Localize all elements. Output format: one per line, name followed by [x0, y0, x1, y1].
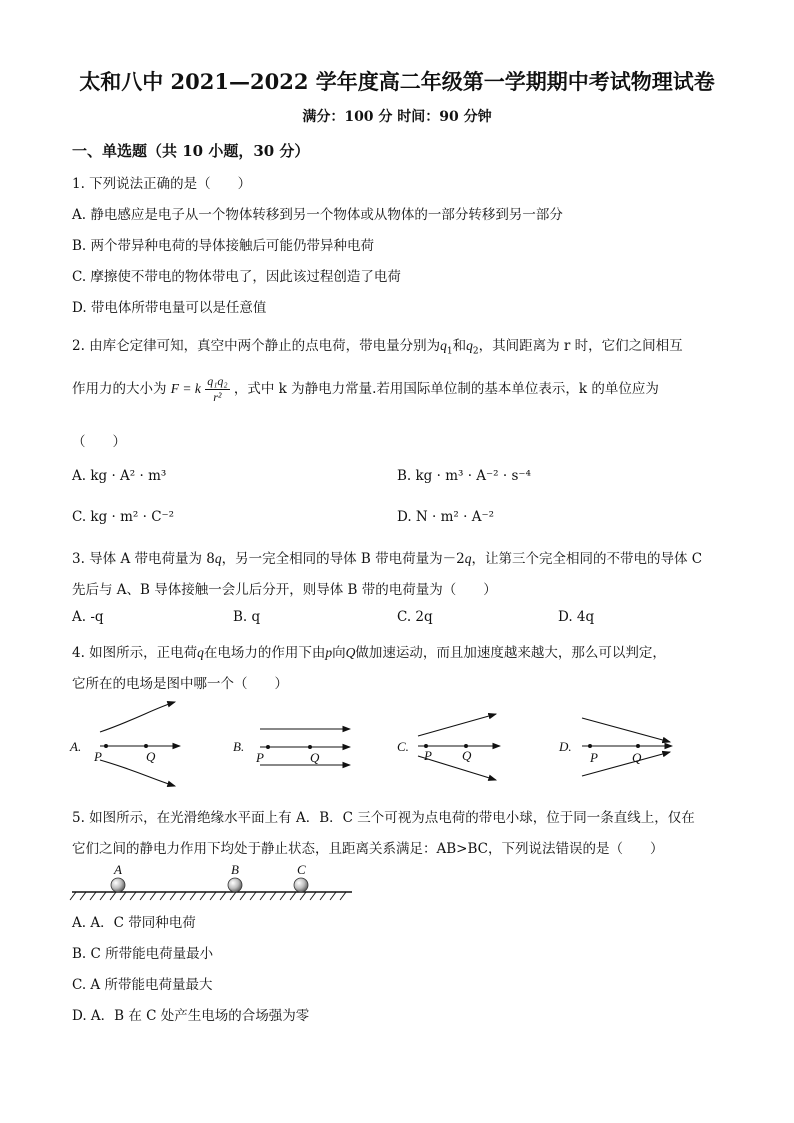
q4-Q-symbol: Q — [345, 645, 356, 660]
q4-p-symbol: p — [325, 645, 333, 660]
q5-line1: 5. 如图所示，在光滑绝缘水平面上有 A．B．C 三个可视为点电荷的带电小球，位于同一条直线上，仅在 — [72, 810, 695, 826]
figure-d-label: D. — [559, 739, 572, 754]
q2-stem-b: ，其间距离为 r 时，它们之间相互 — [478, 338, 683, 354]
q4-line1-b: 在电场力的作用下由 — [203, 645, 326, 661]
q2-option-d: D. N · m² · A⁻² — [397, 509, 494, 525]
ground-hatching — [70, 892, 346, 900]
q2-and: 和 — [452, 338, 467, 354]
q3-q-symbol-2: q — [464, 551, 472, 566]
q2-line2-a: 作用力的大小为 — [72, 381, 167, 397]
ball-b — [228, 878, 242, 892]
figure-c-p-label: P — [424, 748, 432, 763]
figure-d-point-p — [588, 744, 592, 748]
figure-b-point-q — [308, 745, 312, 749]
figure-b-p-label: P — [256, 750, 264, 765]
q5-option-c: C. A 所带能电荷量最大 — [72, 977, 213, 993]
figure-d-q-label: Q — [632, 750, 642, 765]
q2-option-c: C. kg · m² · C⁻² — [72, 509, 175, 525]
figure-d-upper-line — [582, 718, 670, 742]
q4-line1-a: 4. 如图所示，正电荷 — [72, 645, 198, 661]
q1-option-c: C. 摩擦使不带电的物体带电了，因此该过程创造了电荷 — [72, 269, 401, 285]
q3-option-c: C. 2q — [397, 609, 433, 625]
exam-subtitle: 满分：100 分 时间：90 分钟 — [302, 109, 492, 125]
q2-answer-paren: （ ） — [72, 434, 126, 450]
q5-option-b: B. C 所带能电荷量最小 — [72, 946, 214, 962]
ball-a — [111, 878, 125, 892]
q2-stem-line1 — [72, 334, 683, 357]
q5-option-a: A. A．C 带同种电荷 — [72, 915, 196, 931]
q1-option-d: D. 带电体所带电量可以是任意值 — [72, 300, 267, 316]
figure-c-upper-line — [418, 714, 496, 736]
figure-a-label: A. — [70, 739, 82, 754]
figure-b-label: B. — [233, 739, 245, 754]
ball-b-label: B — [231, 862, 239, 877]
figure-a-q-label: Q — [146, 749, 156, 764]
figure-b-point-p — [266, 745, 270, 749]
figure-a-point-p — [104, 744, 108, 748]
q2-q2: q — [466, 338, 473, 353]
ball-a-label: A — [114, 862, 122, 877]
figure-d-p-label: P — [590, 750, 598, 765]
q2-option-a: A. kg · A² · m³ — [72, 468, 167, 484]
q3-line1-b: ，另一完全相同的导体 B 带电荷量为－2 — [221, 551, 465, 567]
q4-field-figures — [60, 698, 700, 788]
ball-c-label: C — [297, 862, 306, 877]
ball-c — [294, 878, 308, 892]
q5-balls-figure — [68, 860, 358, 904]
figure-c-label: C. — [397, 739, 409, 754]
figure-a-p-label: P — [94, 749, 102, 764]
figure-c — [397, 714, 500, 780]
q3-line2: 先后与 A、B 导体接触一会儿后分开，则导体 B 带的电荷量为（ ） — [72, 582, 497, 598]
q2-stem-a: 2. 由库仑定律可知，真空中两个静止的点电荷，带电量分别为 — [72, 338, 441, 354]
q1-option-a: A. 静电感应是电子从一个物体转移到另一个物体或从物体的一部分转移到另一部分 — [72, 207, 563, 223]
figure-d — [558, 718, 672, 776]
figure-d-point-q — [636, 744, 640, 748]
q5-option-d: D. A．B 在 C 处产生电场的合场强为零 — [72, 1008, 310, 1024]
q1-option-b: B. 两个带异种电荷的导体接触后可能仍带异种电荷 — [72, 238, 375, 254]
figure-a-point-q — [144, 744, 148, 748]
q2-q1: q — [440, 338, 447, 353]
figure-a — [69, 702, 180, 786]
q3-line1-c: ，让第三个完全相同的不带电的导体 C — [471, 551, 703, 567]
q2-q1-sub: 1 — [446, 346, 453, 357]
q4-line1-c: 向 — [332, 645, 346, 661]
q3-option-d: D. 4q — [558, 609, 595, 625]
q4-line1-d: 做加速运动，而且加速度越来越大，那么可以判定， — [355, 645, 666, 661]
q4-line2: 它所在的电场是图中哪一个（ ） — [72, 676, 288, 692]
coulomb-fraction — [205, 374, 229, 405]
section-heading: 一、单选题（共 10 小题，30 分） — [72, 142, 310, 160]
q5-line2: 它们之间的静电力作用下均处于静止状态，且距离关系满足：AB>BC，下列说法错误的是（ ） — [72, 841, 664, 857]
q3-option-b: B. q — [233, 609, 261, 625]
q4-line1 — [72, 641, 666, 661]
figure-a-upper-curve — [100, 702, 175, 732]
q2-line2-b: ，式中 k 为静电力常量.若用国际单位制的基本单位表示，k 的单位应为 — [233, 381, 659, 397]
q1-stem: 1. 下列说法正确的是（ ） — [72, 176, 252, 192]
figure-b — [233, 729, 350, 765]
q3-q-symbol: q — [214, 551, 222, 566]
q2-option-b: B. kg · m³ · A⁻² · s⁻⁴ — [397, 468, 531, 484]
figure-c-q-label: Q — [462, 748, 472, 763]
q2-q2-sub: 2 — [472, 346, 479, 357]
fraction-numerator: q₁q₂ — [207, 374, 228, 388]
exam-title: 太和八中 2021—2022 学年度高二年级第一学期期中考试物理试卷 — [79, 69, 715, 94]
fraction-denominator: r² — [213, 390, 222, 404]
q2-stem-line2 — [72, 374, 659, 405]
figure-b-q-label: Q — [310, 750, 320, 765]
figure-a-lower-curve — [100, 760, 175, 786]
q3-line1-a: 3. 导体 A 带电荷量为 8 — [72, 551, 215, 567]
q2-formula-lhs: F = k — [170, 381, 201, 396]
q4-q-symbol: q — [197, 645, 204, 660]
q3-line1 — [72, 547, 702, 567]
q3-option-a: A. -q — [72, 609, 104, 625]
